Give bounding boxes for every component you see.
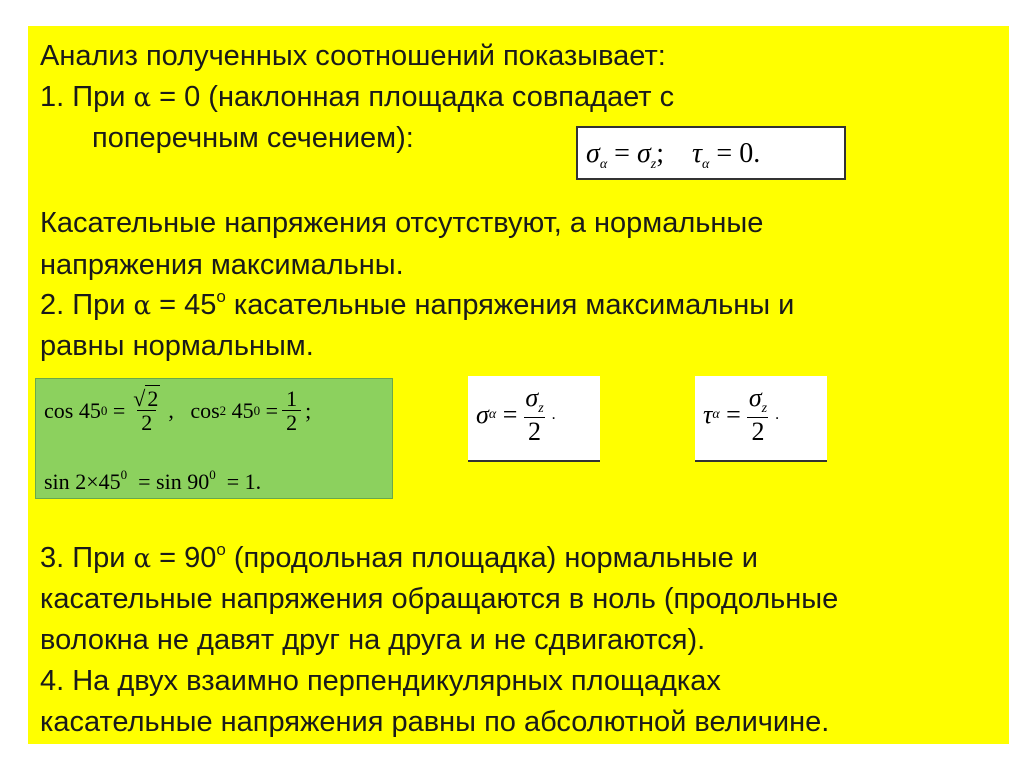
text-line-8: 3. При $\alpha = 90^о$ (продольная площадка) нормальные и bbox=[40, 540, 758, 574]
text-line-5: напряжения максимальны. bbox=[40, 249, 404, 281]
text-line-11: 4. На двух взаимно перпендикулярных площадках bbox=[40, 665, 721, 697]
formula-tau-alpha: τ α = $\frac{\sigma_z}{2}$ . bbox=[695, 376, 827, 462]
alpha-symbol: α bbox=[133, 83, 152, 113]
formula-alpha-zero: $\sigma_\alpha = \sigma_z$; $\tau_\alpha = 0$. bbox=[576, 126, 846, 180]
text-line-9: касательные напряжения обращаются в ноль (продольные bbox=[40, 583, 839, 615]
text-line-7: равны нормальным. bbox=[40, 330, 314, 362]
text-line-6: 2. При $\alpha = 45^о$ касательные напряжения максимальны и bbox=[40, 287, 795, 321]
text-line-4: Касательные напряжения отсутствуют, а нормальные bbox=[40, 207, 764, 239]
formula-trig-45: cos 45 0 = $\frac{√2}{2}$ , cos 2 45 0 = $\frac{1}{2}$ ; $\sin 2\times 45^0 = \sin 90^0 = 1$. bbox=[35, 378, 393, 499]
text-line-10: волокна не давят друг на друга и не сдвигаются). bbox=[40, 624, 706, 656]
text-line-2: 1. При α = 0 (наклонная площадка совпадает с bbox=[40, 81, 675, 113]
text-line-1: Анализ полученных соотношений показывает: bbox=[40, 40, 666, 72]
text-line-12: касательные напряжения равны по абсолютной величине. bbox=[40, 706, 830, 738]
formula-sigma-alpha: σ α = $\frac{\sigma_z}{2}$ . bbox=[468, 376, 600, 462]
text-line-3: поперечным сечением): bbox=[92, 122, 414, 154]
slide bbox=[28, 26, 1009, 744]
